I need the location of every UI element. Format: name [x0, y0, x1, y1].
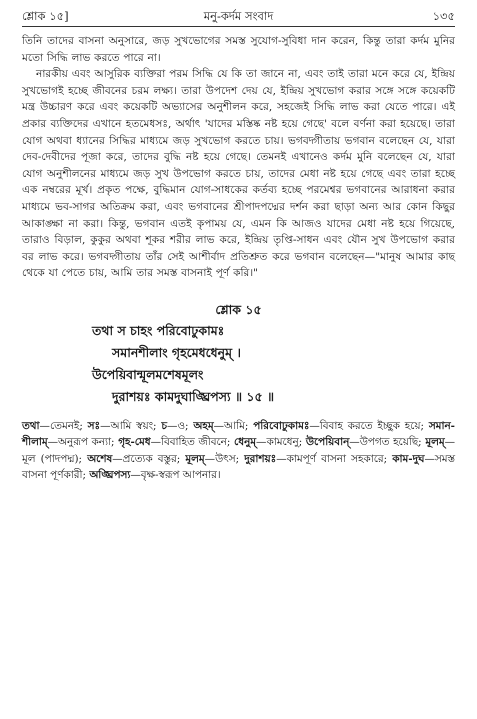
synonym-term: দুরাশয়ঃ [244, 452, 277, 465]
verse-title: শ্লোক ১৫ [215, 301, 262, 317]
synonym-term: মূলম্ [185, 452, 205, 465]
synonym-term: চ [161, 419, 167, 432]
synonym-meaning: কামধেনু; [266, 436, 303, 449]
synonym-term: উপেয়িবান্ [305, 436, 350, 449]
synonym-meaning: উৎস; [215, 452, 240, 465]
synonym-meaning: বৃক্ষ-স্বরূপ আপনার। [140, 469, 221, 482]
verse-line-1: তথা স চাহং পরিবোঢুকামঃ [92, 322, 225, 338]
synonym-meaning: আমি স্বয়ং; [110, 419, 157, 432]
sanskrit-verse [22, 320, 455, 408]
purport-paragraph-1: তিনি তাদের বাসনা অনুসারে, জড় সুখভোগের সমস্ত সুযোগ-সুবিধা দান করেন, কিন্তু তারা কর্দম মুনির মতো সিদ্ধি লাভ করতে পারে না। [22, 35, 455, 64]
synonym-term: গৃহ-মেধ [118, 436, 151, 449]
page-header [22, 8, 455, 27]
page-number: ১৩৫ [432, 9, 455, 23]
synonym-term: সঃ [87, 419, 101, 432]
verse-line-3: উপেয়িবান্মূলমশেষমূলং [92, 366, 204, 382]
synonym-meaning: কামপূর্ণ বাসনা সহকারে; [286, 452, 388, 465]
synonym-meaning: উপগত হয়েছি; [359, 436, 422, 449]
synonyms-block: তথা—তেমনই; সঃ—আমি স্বয়ং; চ—ও; অহম্—আমি; পরিবোঢুকামঃ—বিবাহ করতে ইচ্ছুক হয়ে; সমান-শীলাম্—অনুরূপ কন্যা; গৃহ-মেধ—বিবাহিত জীবনে; ধেনুম্—কামধেনু; উপেয়িবান্—উপগত হয়েছি; মূলম্—মূল (পাদপদ্ম); অশেষ—প্রত্যেক বস্তুর; মূলম্—উৎস; দুরাশয়ঃ—কামপূর্ণ বাসনা সহকারে; কাম-দুঘ—সমস্ত বাসনা পূর্ণকারী; অঙ্ঘ্রিপস্য—বৃক্ষ-স্বরূপ আপনার। [22, 419, 455, 482]
synonym-term: মূলম্ [425, 436, 445, 449]
synonym-meaning: বিবাহ করতে ইচ্ছুক হয়ে; [319, 419, 424, 432]
synonym-term: ধেনুম্ [234, 436, 257, 449]
synonym-term: তথা [22, 419, 40, 432]
verse-line-2: সমানশীলাং গৃহমেধধেনুম্ । [112, 344, 241, 360]
section-gap [22, 282, 455, 296]
synonym-meaning: প্রত্যেক বস্তুর; [122, 452, 181, 465]
verse-line-4: দুরাশয়ঃ কামদুঘাঙ্ঘ্রিপস্য ॥ ১৫ ॥ [112, 388, 275, 404]
synonym-meaning: মূল (পাদপদ্ম); [22, 452, 83, 465]
purport-paragraph-2: নারকীয় এবং আসুরিক ব্যক্তিরা পরম সিদ্ধি যে কি তা জানে না, এবং তাই তারা মনে করে যে, ইন্দ্রিয় সুখভোগই হচ্ছে জীবনের চরম লক্ষ্য। তারা উপদেশ দেয় যে, ইন্দ্রিয় সুখভোগ করার সঙ্গে সঙ্গে কয়েকটি মন্ত্র উচ্চারণ করে এবং কয়েকটি অভ্যাসের অনুশীলন করে, সহজেই সিদ্ধি লাভ করা যেতে পারে। এই প্রকার ব্যক্তিদের এখানে হতমেধসঃ, অর্থাৎ 'যাদের মস্তিষ্ক নষ্ট হয়ে গেছে' বলে বর্ণনা করা হয়েছে। তারা যোগ অথবা ধ্যানের সিদ্ধির মাধ্যমে জড় সুখভোগ করতে চায়। ভগবদ্গীতায় ভগবান বলেছেন যে, যারা দেব-দেবীদের পূজা করে, তাদের বুদ্ধি নষ্ট হয়ে গেছে। তেমনই এখানেও কর্দম মুনি বলেছেন যে, যারা যোগ অনুশীলনের মাধ্যমে জড় সুখ উপভোগ করতে চায়, তাদের মেধা নষ্ট হয়ে গেছে এবং তারা হচ্ছে এক নম্বরের মূর্খ। প্রকৃত পক্ষে, বুদ্ধিমান যোগ-সাধকের কর্তব্য হচ্ছে পরমেশ্বর ভগবানের আরাধনা করার মাধ্যমে ভব-সাগর অতিক্রম করা, এবং ভগবানের শ্রীপাদপদ্মের দর্শন করা ছাড়া অন্য আর কোন কিছুর আকাঙ্ক্ষা না করা। কিন্তু, ভগবান এতই কৃপাময় যে, এমন কি আজও যাদের মেধা নষ্ট হয়ে গিয়েছে, তারাও বিড়াল, কুকুর অথবা শূকর শরীর লাভ করে, ইন্দ্রিয় তৃপ্তি-সাধন এবং যৌন সুখ উপভোগ করার বর লাভ করে। ভগবদ্গীতায় তাঁর সেই আশীর্বাদ প্রতিশ্রুত করে ভগবান বলেছেন—"মানুষ আমার কাছ থেকে যা পেতে চায়, আমি তার সমস্ত বাসনাই পূর্ণ করি।" [22, 68, 455, 280]
synonym-term: কাম-দুঘ [392, 452, 425, 465]
synonym-term: অহম্ [193, 419, 214, 432]
synonym-term: সমান-শীলাম্ [22, 419, 455, 449]
synonym-meaning: অনুরূপ কন্যা; [58, 436, 115, 449]
synonym-term: অঙ্ঘ্রিপস্য [89, 469, 131, 482]
synonym-meaning: তেমনই; [49, 419, 83, 432]
header-verse-ref: শ্লোক ১৫] [22, 9, 69, 23]
synonym-meaning: আমি; [224, 419, 249, 432]
synonym-term: অশেষ [87, 452, 113, 465]
synonym-meaning: বিবাহিত জীবনে; [160, 436, 231, 449]
synonym-meaning: ও; [177, 419, 189, 432]
header-title: মনু-কর্দম সংবাদ [203, 9, 274, 23]
synonym-term: পরিবোঢুকামঃ [253, 419, 310, 432]
synonym-meaning: সমস্ত বাসনা পূর্ণকারী; [22, 452, 455, 482]
